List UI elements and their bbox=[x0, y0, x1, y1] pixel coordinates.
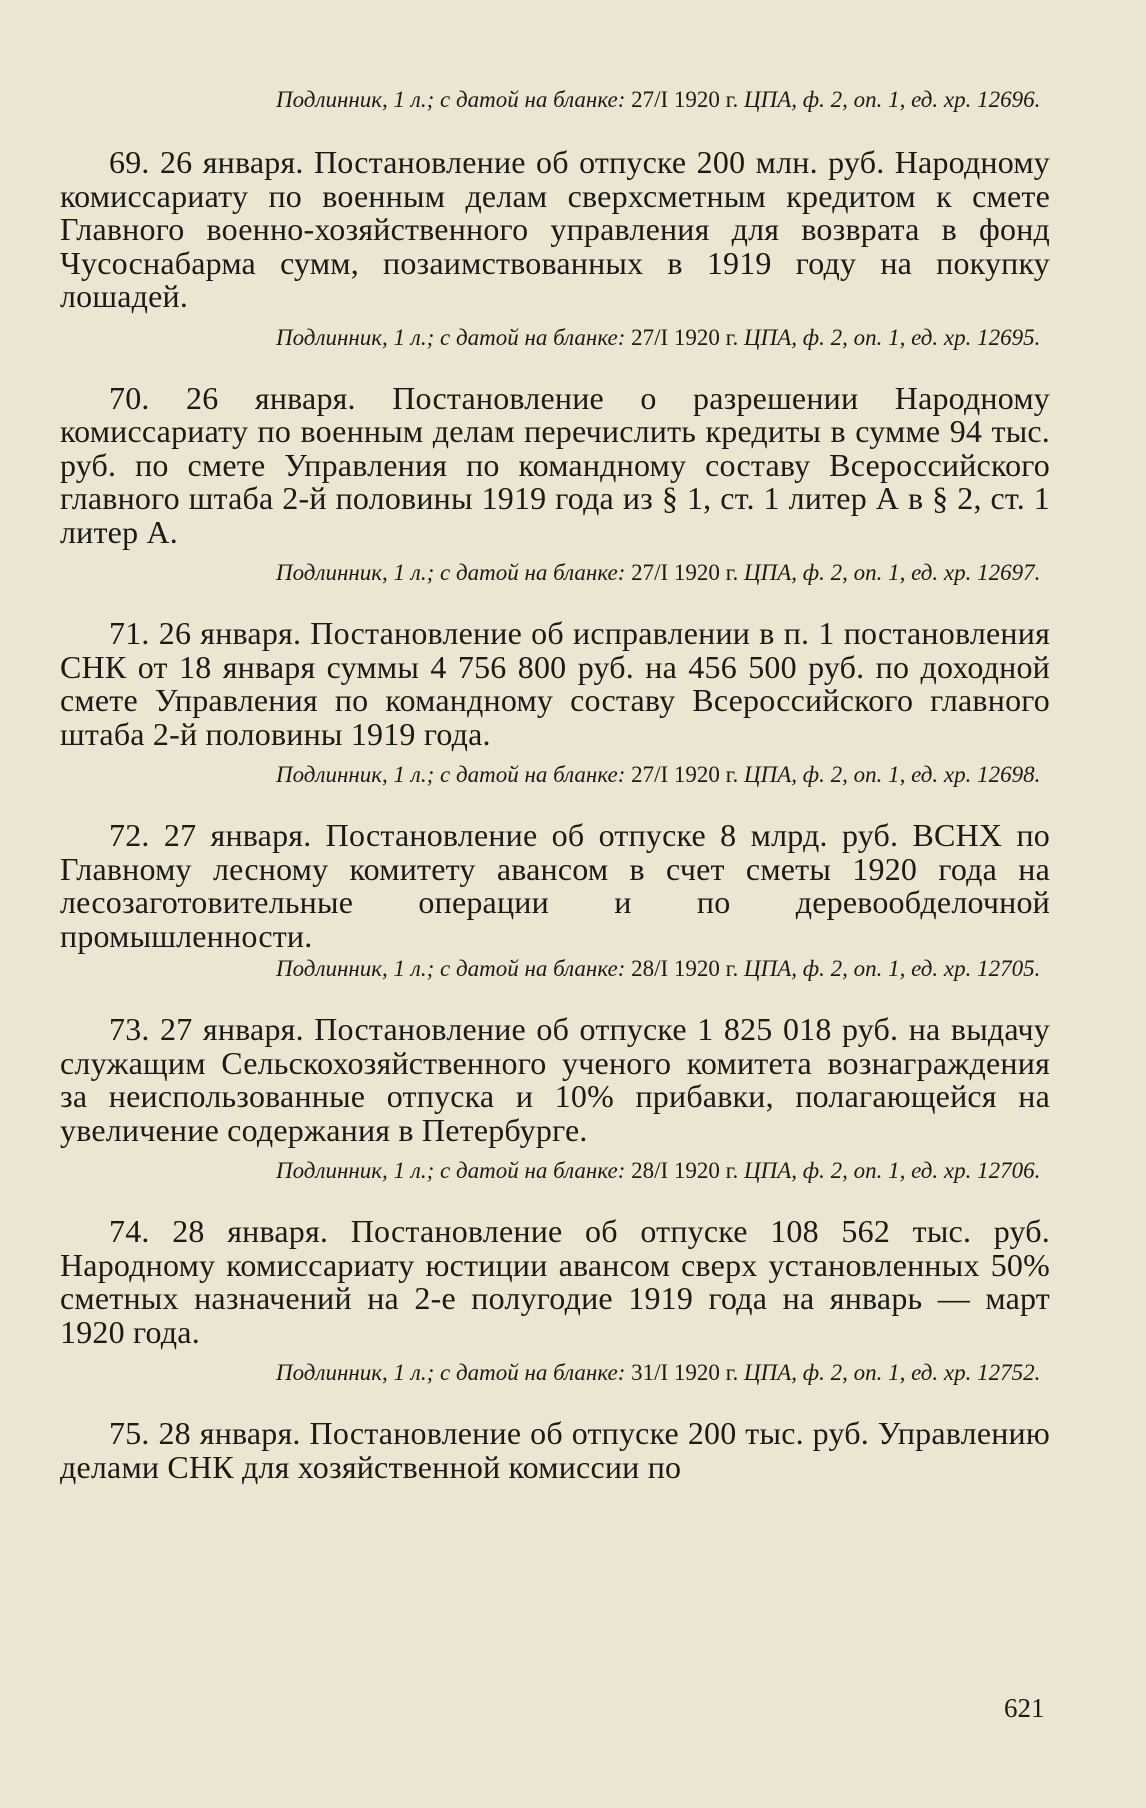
source-date: 27/I 1920 г. bbox=[631, 762, 739, 787]
source-note bbox=[60, 955, 1050, 983]
source-archive: ЦПА, ф. 2, оп. 1, ед. хр. 12697. bbox=[744, 560, 1041, 585]
source-lead: Подлинник, 1 л.; с датой на бланке: bbox=[276, 560, 626, 585]
source-lead: Подлинник, 1 л.; с датой на бланке: bbox=[276, 324, 626, 350]
entry-text: 75. 28 января. Постановление об отпуске 200 тыс. руб. Управлению делами СНК для хозяйственной комиссии по bbox=[60, 1415, 1050, 1485]
entry-text: 72. 27 января. Постановление об отпуске 8 млрд. руб. ВСНХ по Главному лесному комитету авансом в счет сметы 1920 года на лесозаготовительные операции и по деревообделочной промышленности. bbox=[60, 817, 1050, 954]
source-archive: ЦПА, ф. 2, оп. 1, ед. хр. 12705. bbox=[744, 956, 1041, 981]
source-date: 27/I 1920 г. bbox=[631, 560, 739, 585]
entry-text: 73. 27 января. Постановление об отпуске 1 825 018 руб. на выдачу служащим Сельскохозяйственного ученого комитета вознаграждения за неиспользованные отпуска и 10% прибавки, полагающейся на увеличение содержания в Петербурге. bbox=[60, 1011, 1050, 1148]
source-note-header bbox=[60, 86, 1050, 114]
entry-70 bbox=[60, 379, 1050, 588]
entry-text: 74. 28 января. Постановление об отпуске 108 562 тыс. руб. Народному комиссариату юстиции авансом сверх установленных 50% сметных назначений на 2-е полугодие 1919 года на январь — март 1920 года. bbox=[60, 1213, 1050, 1350]
source-lead: Подлинник, 1 л.; с датой на бланке: bbox=[276, 956, 626, 981]
source-lead: Подлинник, 1 л.; с датой на бланке: bbox=[276, 1158, 626, 1183]
document-page bbox=[60, 86, 1050, 1484]
source-archive: ЦПА, ф. 2, оп. 1, ед. хр. 12695. bbox=[744, 324, 1041, 350]
source-lead: Подлинник, 1 л.; с датой на бланке: bbox=[276, 87, 626, 112]
source-note bbox=[60, 559, 1050, 587]
source-archive: ЦПА, ф. 2, оп. 1, ед. хр. 12698. bbox=[744, 762, 1041, 787]
entry-text: 69. 26 января. Постановление об отпуске 200 млн. руб. Народному комиссариату по военным делам сверхсметным кредитом к смете Главного военно-хозяйственного управления для возврата в фонд Чусоснабарма сумм, позаимствованных в 1919 году на покупку лошадей. bbox=[60, 144, 1050, 314]
entry-74 bbox=[60, 1215, 1050, 1387]
entry-69 bbox=[60, 146, 1050, 352]
source-note bbox=[60, 1157, 1050, 1185]
entry-72 bbox=[60, 819, 1050, 983]
source-lead: Подлинник, 1 л.; с датой на бланке: bbox=[276, 1360, 626, 1385]
source-archive: ЦПА, ф. 2, оп. 1, ед. хр. 12706. bbox=[744, 1158, 1041, 1183]
source-date: 28/I 1920 г. bbox=[631, 956, 739, 981]
source-note bbox=[60, 324, 1050, 352]
entry-75 bbox=[60, 1417, 1050, 1484]
page-number: 621 bbox=[1004, 1693, 1045, 1723]
source-date: 27/I 1920 г. bbox=[631, 87, 739, 112]
source-note bbox=[60, 761, 1050, 789]
source-date: 27/I 1920 г. bbox=[631, 324, 739, 350]
entry-text: 71. 26 января. Постановление об исправлении в п. 1 постановления СНК от 18 января суммы 4 756 800 руб. на 456 500 руб. по доходной смете Управления по командному составу Всероссийского главного штаба 2-й половины 1919 года. bbox=[60, 615, 1050, 752]
source-date: 28/I 1920 г. bbox=[631, 1158, 739, 1183]
source-note bbox=[60, 1359, 1050, 1387]
source-archive: ЦПА, ф. 2, оп. 1, ед. хр. 12696. bbox=[744, 87, 1041, 112]
entry-73 bbox=[60, 1013, 1050, 1185]
source-date: 31/I 1920 г. bbox=[631, 1360, 739, 1385]
entry-text: 70. 26 января. Постановление о разрешении Народному комиссариату по военным делам перечислить кредиты в сумме 94 тыс. руб. по смете Управления по командному составу Всероссийского главного штаба 2-й половины 1919 года из § 1, ст. 1 литер А в § 2, ст. 1 литер А. bbox=[60, 379, 1050, 550]
entry-71 bbox=[60, 617, 1050, 789]
source-archive: ЦПА, ф. 2, оп. 1, ед. хр. 12752. bbox=[744, 1360, 1041, 1385]
source-lead: Подлинник, 1 л.; с датой на бланке: bbox=[276, 762, 626, 787]
